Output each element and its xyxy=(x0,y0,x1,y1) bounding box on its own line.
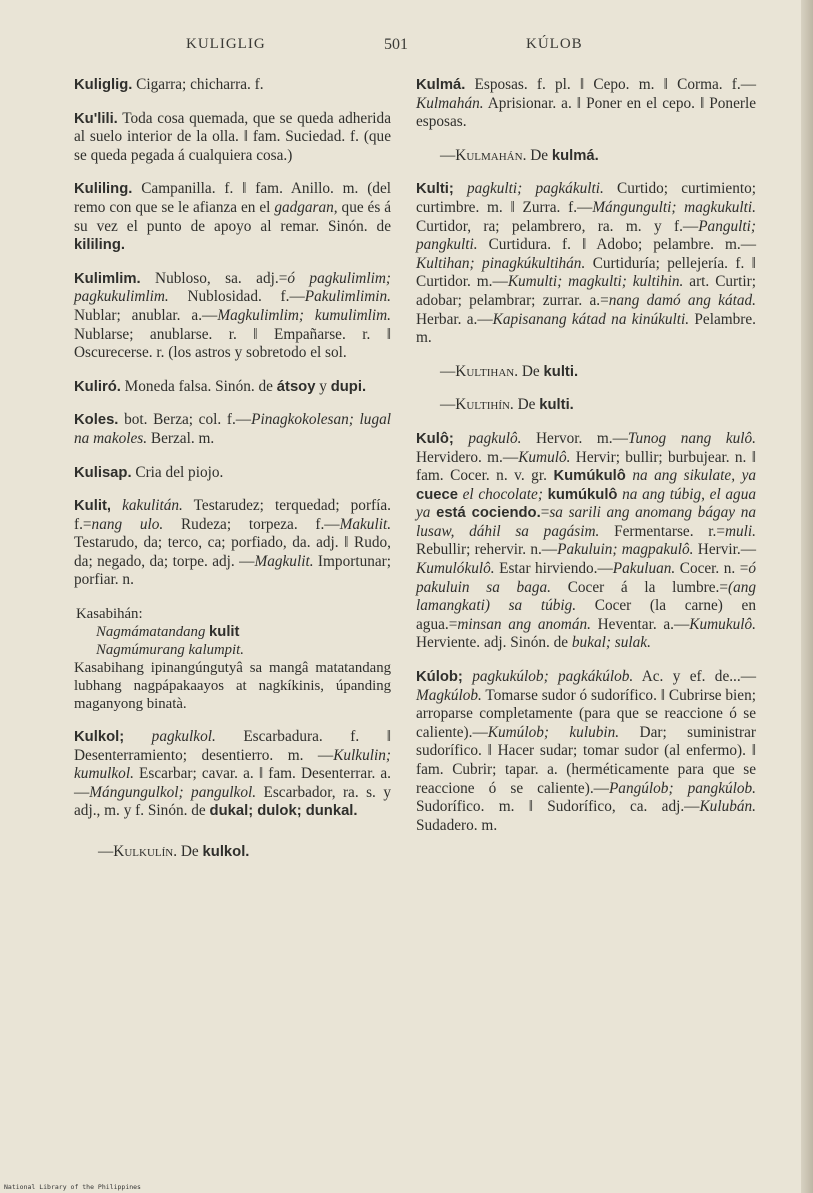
left-column xyxy=(74,76,391,877)
entry-kultihin: —Kultihín. De kulti. xyxy=(440,396,574,414)
proverb-title: Kasabihán: xyxy=(76,606,143,623)
running-head-left: KULIGLIG xyxy=(186,36,266,52)
page-number: 501 xyxy=(384,36,408,53)
right-column xyxy=(416,76,756,850)
entry-kuliro: Kuliró. Moneda falsa. Sinón. de átsoy y dupi. xyxy=(74,377,367,395)
proverb-line-1: Nagmámatandang kulit xyxy=(96,624,240,641)
entry-kulisap: Kulisap. Cria del piojo. xyxy=(74,463,224,481)
entry-kulit: Kulit, kakulitán. Testarudez; terquedad; porfía. f.=nang ulo. Rudeza; torpeza. f.—Makulit. Testarudo, da; terco, ca; porfiado, da. adj. ‖ Rudo, da; negado, da; torpe. adj. —Magkulit. Importunar; porfiar. n. xyxy=(74,497,392,589)
entry-kulili: Ku'lili. Toda cosa quemada, que se queda adherida al suelo interior de la olla. ‖ fam. Suciedad. f. (que se queda pegada á cualquiera cosa.) xyxy=(74,109,391,164)
entry-kulo: Kulô; pagkulô. Hervor. m.—Tunog nang kulô. Hervidero. m.—Kumulô. Hervir; bullir; burbujear. n. ‖ fam. Cocer. n. v. gr. Kumúkulô na ang sikulate, ya cuece el chocolate; kumúkulô na ang túbig, el agua ya está cociendo.=sa sarili ang anomang bágay na lusaw, dáhil sa pagásim. Fermentarse. r.=muli. Rebullir; rehervir. n.—Pakuluin; magpakulô. Hervir.—Kumulókulô. Estar hirviendo.—Pakuluan. Cocer. n. =ó pakuluin sa baga. Cocer á la lumbre.=(ang lamangkati) sa túbig. Cocer (la carne) en agua.=minsan ang anomán. Heventar. a.—Kumukulô. Herviente. adj. Sinón. de bukal; sulak. xyxy=(416,429,757,652)
entry-kulimlim: Kulimlim. Nubloso, sa. adj.=ó pagkulimlim; pagkukulimlim. Nublosidad. f.—Pakulimlimin. Nublar; anublar. a.—Magkulimlim; kumulimlim. Nublarse; anublarse. r. ‖ Empañarse. r. ‖ Oscurecerse. r. (los astros y sobretodo el sol. xyxy=(74,269,391,362)
proverb-line-2: Nagmúmurang kalumpit. xyxy=(96,642,244,659)
entry-kuliglig: Kuliglig. Cigarra; chicharra. f. xyxy=(74,76,264,93)
proverb-block xyxy=(74,605,391,713)
entry-kulob: Kúlob; pagkukúlob; pagkákúlob. Ac. y ef. de...—Magkúlob. Tomarse sudor ó sudorífico. ‖ Cubrirse bien; arroparse completamente (para que se reaccione ó se caliente).—Kumúlob; kulubin. Dar; suministrar sudorífico. ‖ Hacer sudar; tomar sudor (al enfermo). ‖ fam. Cubrir; tapar. a. (herméticamente para que se reaccione ó se caliente).—Pangúlob; pangkúlob. Sudorífico. m. ‖ Sudorífico, ca. adj.—Kulubán. Sudadero. m. xyxy=(416,668,756,834)
entry-kulkulin: —Kulkulín. De kulkol. xyxy=(98,843,250,861)
entry-koles: Koles. bot. Berza; col. f.—Pinagkokolesan; lugal na makoles. Berzal. m. xyxy=(74,411,392,447)
running-head-right: KÚLOB xyxy=(526,36,583,52)
page-edge xyxy=(801,0,813,1193)
entry-kulkol: Kulkol; pagkulkol. Escarbadura. f. ‖ Desenterramiento; desentierro. m. —Kulkulin; kumulkol. Escarbar; cavar. a. ‖ fam. Desenterrar. a.—Mángungulkol; pangulkol. Escarbador, ra. s. y adj., m. y f. Sinón. de dukal; dulok; dunkal. xyxy=(74,728,391,820)
footer-credit: National Library of the Philippines xyxy=(4,1183,141,1191)
entry-kultihan: —Kultihan. De kulti. xyxy=(440,362,579,380)
entry-kuliling: Kuliling. Campanilla. f. ‖ fam. Anillo. m. (del remo con que se le afianza en el gadgaran, que és á su vez el punto de apoyo al remar. Sinón. de kililing. xyxy=(74,180,391,254)
entry-kulmahan: —Kulmahán. De kulmá. xyxy=(440,146,599,164)
entry-kulma: Kulmá. Esposas. f. pl. ‖ Cepo. m. ‖ Corma. f.—Kulmahán. Aprisionar. a. ‖ Poner en el cepo. ‖ Ponerle esposas. xyxy=(416,76,756,131)
proverb-gloss: Kasabihang ipinangúngutyâ sa mangâ matatandang lubhang nagpápakaayos at nagkíkinis, úpanding maganyong binatà. xyxy=(74,660,391,713)
entry-kulti: Kulti; pagkulti; pagkákulti. Curtido; curtimiento; curtimbre. m. ‖ Zurra. f.—Mángungulti; magkukulti. Curtidor, ra; pelambrero, ra. m. y f.—Pangulti; pangkulti. Curtidura. f. ‖ Adobo; pelambre. m.—Kultihan; pinagkúkultihán. Curtiduría; pellejería. f. ‖ Curtidor. m.—Kumulti; magkulti; kultihin. art. Curtir; adobar; pelambrar; zurrar. a.=nang damó ang kátad. Herbar. a.—Kapisanang kátad na kinúkulti. Pelambre. m. xyxy=(416,180,756,347)
